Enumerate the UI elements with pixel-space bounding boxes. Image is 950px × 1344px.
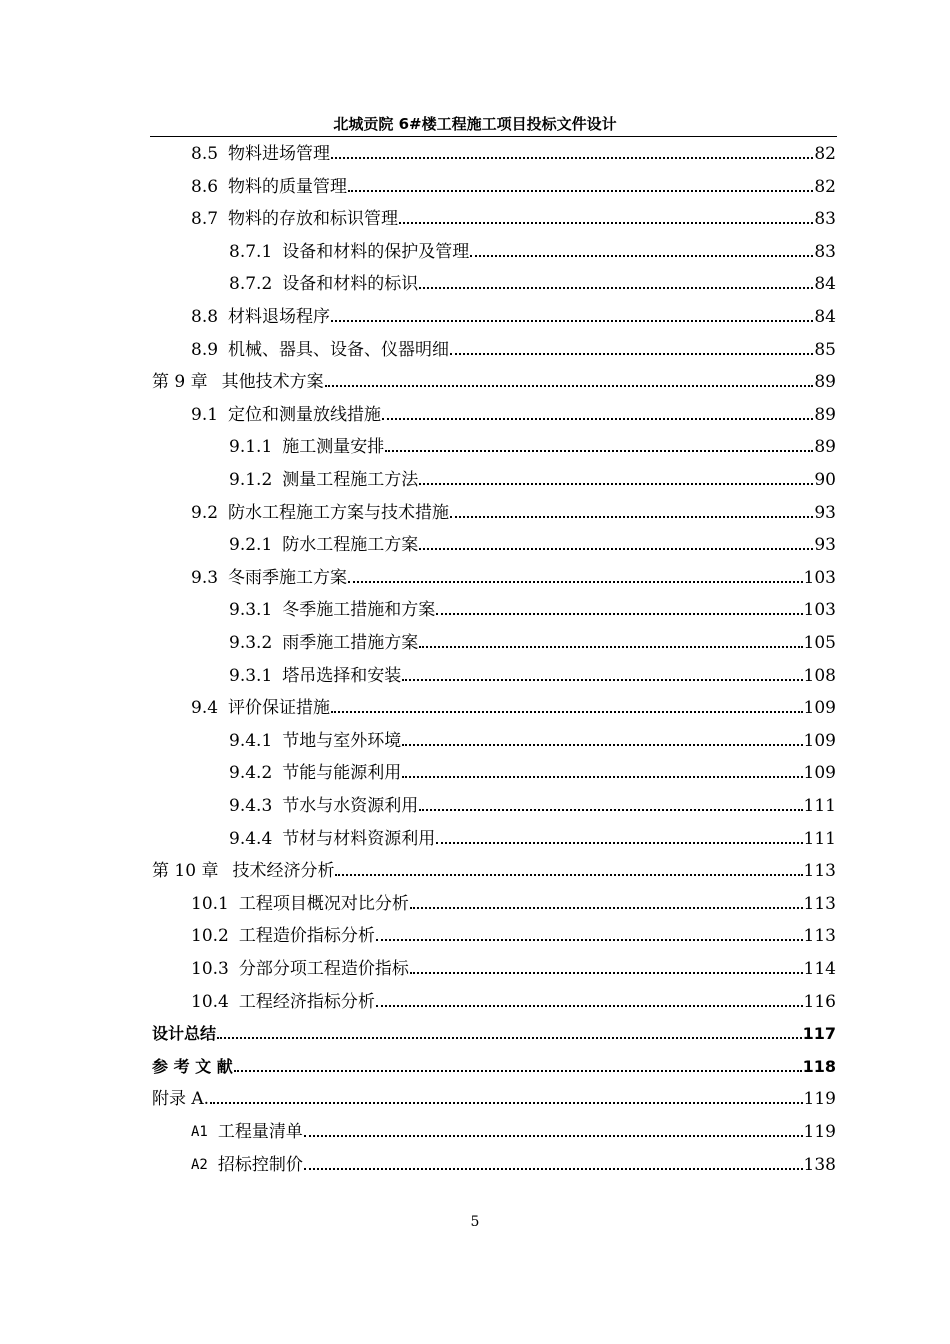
toc-entry[interactable] xyxy=(0,432,836,458)
toc-entry-title: 分部分项工程造价指标 xyxy=(238,959,409,979)
toc-entry-title: 设备和材料的保护及管理 xyxy=(282,241,470,262)
toc-entry-page: 103 xyxy=(803,600,836,621)
toc-entry[interactable] xyxy=(0,758,836,784)
toc-entry-number: 9.3 xyxy=(191,567,219,588)
toc-entry-page: 85 xyxy=(814,339,836,360)
toc-entry-page: 113 xyxy=(803,926,836,947)
toc-dot-leader xyxy=(419,548,813,550)
toc-entry[interactable] xyxy=(0,595,836,621)
toc-dot-leader xyxy=(331,320,813,322)
toc-dot-leader xyxy=(436,613,802,615)
toc-entry-title: 招标控制价 xyxy=(217,1154,303,1175)
toc-dot-leader xyxy=(348,581,803,583)
toc-entry-title: 定位和测量放线措施 xyxy=(228,404,382,425)
page-number: 5 xyxy=(470,1214,480,1230)
toc-dot-leader xyxy=(402,776,802,778)
toc-dot-leader xyxy=(382,418,813,420)
toc-entry-page: 119 xyxy=(803,1122,836,1142)
toc-dot-leader xyxy=(450,516,813,518)
toc-dot-leader xyxy=(410,972,803,974)
toc-dot-leader xyxy=(419,287,813,289)
toc-dot-leader xyxy=(470,255,813,257)
toc-entry-page: 90 xyxy=(814,470,836,490)
toc-entry-page: 89 xyxy=(814,437,836,458)
toc-entry-title: 参 考 文 献 xyxy=(152,1056,233,1076)
toc-entry[interactable] xyxy=(0,498,836,524)
toc-entry-page: 109 xyxy=(803,763,836,784)
toc-entry-page: 93 xyxy=(814,535,836,556)
toc-entry-number: 第 10 章 xyxy=(152,861,219,882)
toc-entry[interactable] xyxy=(0,1019,836,1045)
toc-entry[interactable] xyxy=(0,465,836,491)
toc-entry[interactable] xyxy=(0,139,836,165)
toc-dot-leader xyxy=(419,809,802,811)
toc-entry-number: 9.1.1 xyxy=(229,437,273,458)
toc-entry-page: 118 xyxy=(802,1056,836,1076)
toc-entry-title: 设计总结 xyxy=(152,1024,217,1044)
toc-entry[interactable] xyxy=(0,693,836,719)
toc-entry[interactable] xyxy=(0,628,836,654)
toc-entry-page: 113 xyxy=(803,861,836,882)
toc-entry-title: 节地与室外环境 xyxy=(282,730,402,751)
toc-entry-number: 9.3.1 xyxy=(229,665,273,686)
header-rule xyxy=(150,136,837,137)
toc-entry-number: 9.4.3 xyxy=(229,796,273,816)
toc-entry-page: 109 xyxy=(803,698,836,719)
toc-dot-leader xyxy=(402,679,802,681)
toc-entry-page: 84 xyxy=(814,307,836,327)
toc-entry-title: 机械、器具、设备、仪器明细 xyxy=(228,339,450,360)
toc-entry-title: 冬雨季施工方案 xyxy=(228,567,348,588)
toc-entry-number: 8.5 xyxy=(191,144,219,164)
toc-dot-leader xyxy=(331,157,813,159)
toc-entry[interactable] xyxy=(0,237,836,263)
toc-entry-number: 8.7.1 xyxy=(229,241,273,262)
toc-entry-number: 9.4.2 xyxy=(229,763,273,784)
toc-entry-page: 116 xyxy=(803,991,836,1012)
toc-entry-page: 111 xyxy=(803,796,836,816)
toc-entry[interactable] xyxy=(0,661,836,687)
toc-entry-number: 第 9 章 xyxy=(152,372,208,393)
toc-entry-page: 111 xyxy=(803,828,836,849)
toc-entry-number: A2 xyxy=(191,1156,208,1173)
toc-dot-leader xyxy=(410,907,803,909)
toc-entry-title: 施工测量安排 xyxy=(282,437,385,458)
toc-entry-number: 9.4.1 xyxy=(229,730,273,751)
toc-dot-leader xyxy=(210,1102,802,1104)
toc-entry-title: 附录 A. xyxy=(152,1089,210,1110)
toc-dot-leader xyxy=(331,711,803,713)
toc-entry-page: 89 xyxy=(814,372,836,393)
toc-entry-page: 114 xyxy=(803,959,836,979)
toc-dot-leader xyxy=(376,939,803,941)
toc-entry-number: 10.2 xyxy=(191,926,229,947)
toc-entry[interactable] xyxy=(0,367,836,393)
toc-entry-title: 其他技术方案 xyxy=(221,372,324,393)
toc-entry-title: 塔吊选择和安装 xyxy=(282,665,402,686)
toc-entry[interactable] xyxy=(0,856,836,882)
toc-entry[interactable] xyxy=(0,889,836,915)
toc-entry-number: 9.4.4 xyxy=(229,828,273,849)
toc-entry-title: 雨季施工措施方案 xyxy=(282,633,419,653)
toc-entry[interactable] xyxy=(0,172,836,198)
toc-entry-page: 82 xyxy=(814,144,836,164)
toc-entry-page: 138 xyxy=(803,1154,836,1175)
toc-dot-leader xyxy=(436,842,802,844)
toc-entry-number: 9.2 xyxy=(191,502,219,523)
toc-entry[interactable] xyxy=(0,1084,836,1110)
toc-entry-number: 10.1 xyxy=(191,893,229,914)
toc-entry-page: 84 xyxy=(814,274,836,295)
toc-entry-page: 83 xyxy=(814,209,836,230)
toc-entry-number: 9.1.2 xyxy=(229,470,273,490)
toc-entry-page: 103 xyxy=(803,567,836,588)
toc-entry[interactable] xyxy=(0,726,836,752)
toc-entry-title: 技术经济分析 xyxy=(232,861,335,882)
toc-entry-title: 防水工程施工方案与技术措施 xyxy=(228,502,450,523)
toc-entry-number: A1 xyxy=(191,1124,208,1140)
toc-entry[interactable] xyxy=(0,1117,836,1143)
toc-entry-title: 工程造价指标分析 xyxy=(238,926,375,947)
toc-entry-title: 节材与材料资源利用 xyxy=(282,828,436,849)
toc-entry[interactable] xyxy=(0,563,836,589)
toc-dot-leader xyxy=(348,190,813,192)
toc-entry-title: 工程量清单 xyxy=(217,1122,303,1142)
toc-entry-title: 物料的存放和标识管理 xyxy=(228,209,399,230)
toc-entry-page: 82 xyxy=(814,176,836,197)
toc-entry[interactable] xyxy=(0,921,836,947)
toc-entry-title: 工程项目概况对比分析 xyxy=(238,893,409,914)
toc-entry-page: 119 xyxy=(803,1089,836,1110)
toc-entry-title: 工程经济指标分析 xyxy=(238,991,375,1012)
toc-entry-number: 9.3.1 xyxy=(229,600,273,621)
toc-entry[interactable] xyxy=(0,400,836,426)
toc-entry-page: 105 xyxy=(803,633,836,653)
toc-entry[interactable] xyxy=(0,1052,836,1078)
toc-entry-number: 9.2.1 xyxy=(229,535,273,556)
toc-entry-number: 8.8 xyxy=(191,307,219,327)
toc-entry[interactable] xyxy=(0,204,836,230)
toc-entry-title: 防水工程施工方案 xyxy=(282,535,419,556)
toc-entry[interactable] xyxy=(0,954,836,980)
toc-entry[interactable] xyxy=(0,791,836,817)
toc-dot-leader xyxy=(325,385,814,387)
toc-entry[interactable] xyxy=(0,269,836,295)
toc-entry[interactable] xyxy=(0,824,836,850)
toc-entry-page: 117 xyxy=(802,1024,836,1044)
toc-entry-page: 108 xyxy=(803,665,836,686)
toc-entry[interactable] xyxy=(0,530,836,556)
toc-entry-title: 物料进场管理 xyxy=(228,144,331,164)
toc-entry-title: 材料退场程序 xyxy=(228,307,331,327)
toc-entry-number: 8.9 xyxy=(191,339,219,360)
toc-dot-leader xyxy=(450,353,813,355)
toc-dot-leader xyxy=(304,1168,803,1170)
page-header-title: 北城贡院 6#楼工程施工项目投标文件设计 xyxy=(333,115,617,133)
toc-entry-page: 93 xyxy=(814,502,836,523)
toc-entry[interactable] xyxy=(0,987,836,1013)
toc-entry-number: 10.3 xyxy=(191,959,229,979)
toc-entry-title: 测量工程施工方法 xyxy=(282,470,419,490)
toc-entry-number: 9.3.2 xyxy=(229,633,273,653)
toc-entry-number: 9.4 xyxy=(191,698,219,719)
toc-entry-page: 109 xyxy=(803,730,836,751)
toc-dot-leader xyxy=(399,222,813,224)
toc-dot-leader xyxy=(402,744,802,746)
toc-entry-title: 物料的质量管理 xyxy=(228,176,348,197)
toc-entry-number: 10.4 xyxy=(191,991,229,1012)
toc-entry[interactable] xyxy=(0,302,836,328)
toc-entry-page: 83 xyxy=(814,241,836,262)
toc-entry-page: 89 xyxy=(814,404,836,425)
toc-dot-leader xyxy=(376,1005,803,1007)
toc-dot-leader xyxy=(419,646,802,648)
toc-entry-title: 评价保证措施 xyxy=(228,698,331,719)
toc-entry-number: 9.1 xyxy=(191,404,219,425)
toc-entry[interactable] xyxy=(0,335,836,361)
toc-entry-page: 113 xyxy=(803,893,836,914)
toc-entry-number: 8.7.2 xyxy=(229,274,273,295)
toc-entry-number: 8.7 xyxy=(191,209,219,230)
toc-entry-number: 8.6 xyxy=(191,176,219,197)
toc-dot-leader xyxy=(385,450,813,452)
toc-entry[interactable] xyxy=(0,1150,836,1176)
toc-entry-title: 设备和材料的标识 xyxy=(282,274,419,295)
toc-dot-leader xyxy=(335,874,802,876)
toc-dot-leader xyxy=(217,1037,802,1039)
toc-dot-leader xyxy=(304,1135,803,1137)
toc-entry-title: 节能与能源利用 xyxy=(282,763,402,784)
toc-dot-leader xyxy=(234,1070,802,1072)
toc-entry-title: 冬季施工措施和方案 xyxy=(282,600,436,621)
toc-entry-title: 节水与水资源利用 xyxy=(282,796,419,816)
toc-dot-leader xyxy=(419,483,813,485)
